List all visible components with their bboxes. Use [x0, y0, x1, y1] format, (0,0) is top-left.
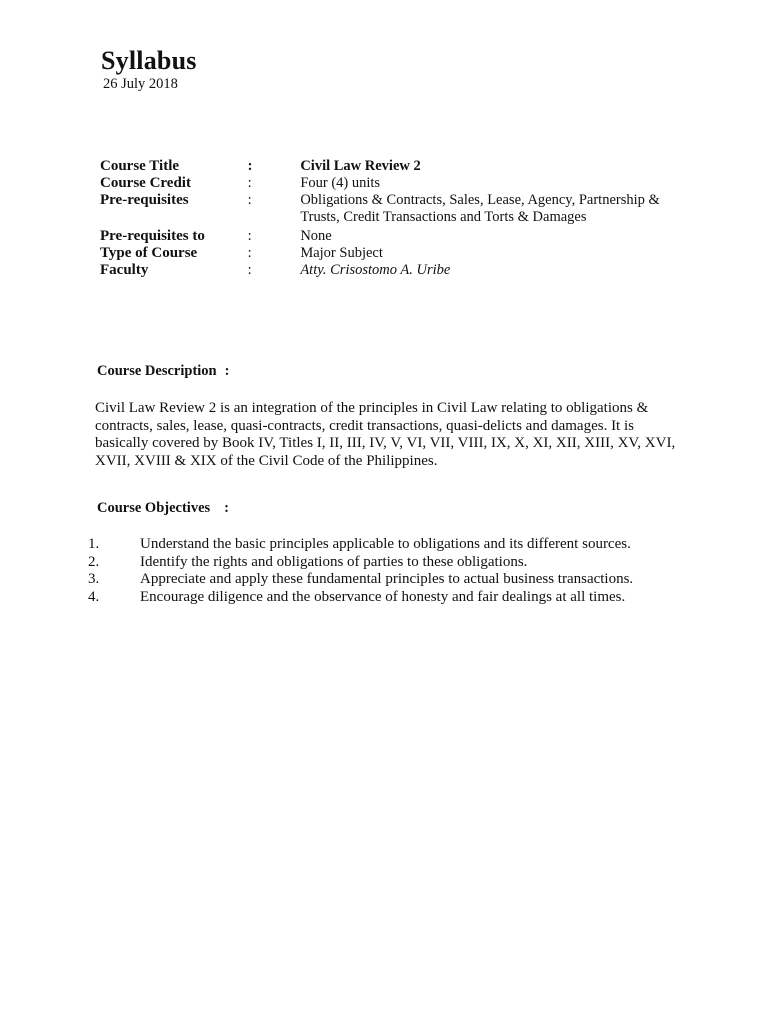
objective-text: Understand the basic principles applicable to obligations and its different sources.: [140, 536, 631, 552]
course-info-row: [100, 192, 700, 228]
course-title-value: Civil Law Review 2: [300, 158, 421, 174]
info-separator: :: [247, 228, 252, 244]
objective-item: [88, 589, 688, 607]
prerequisites-label: Pre-requisites: [100, 192, 189, 208]
heading-separator: :: [224, 500, 229, 516]
course-objectives-heading-text: Course Objectives: [97, 500, 211, 516]
document-date: 26 July 2018: [103, 76, 178, 92]
course-objectives-heading: [97, 500, 229, 517]
course-title-label: Course Title: [100, 158, 180, 174]
objective-number: 4.: [88, 588, 100, 605]
prerequisites-value: Obligations & Contracts, Sales, Lease, Agency, Partnership & Trusts, Credit Transactions and Torts & Damages: [300, 192, 660, 225]
course-type-label: Type of Course: [100, 245, 198, 261]
course-info-row: [100, 228, 700, 245]
heading-separator: :: [224, 363, 230, 379]
objective-text: Encourage diligence and the observance of honesty and fair dealings at all times.: [140, 588, 626, 605]
faculty-value: Atty. Crisostomo A. Uribe: [300, 262, 451, 278]
objective-item: [88, 536, 688, 554]
objective-number: 1.: [88, 536, 100, 552]
course-info-row: [100, 158, 700, 175]
info-separator: :: [247, 262, 252, 278]
info-separator: :: [247, 245, 252, 261]
prerequisites-to-label: Pre-requisites to: [100, 228, 205, 244]
course-credit-label: Course Credit: [100, 175, 191, 191]
course-info-row: [100, 175, 700, 192]
objective-text: Identify the rights and obligations of parties to these obligations.: [140, 553, 528, 570]
course-description-heading: [97, 363, 229, 380]
objective-number: 2.: [88, 553, 100, 570]
info-separator: :: [247, 158, 253, 174]
objective-item: [88, 554, 688, 572]
course-description-text: Civil Law Review 2 is an integration of the principles in Civil Law relating to obligations & contracts, sales, lease, quasi-contracts, credit transactions, quasi-delicts and damages. It is basically covered by Book IV, Titles I, II, III, IV, V, VI, VII, VIII, IX, X, XI, XII, XIII, XV, XVI, XVII, XVIII & XIX of the Civil Code of the Philippines.: [95, 400, 676, 469]
objective-number: 3.: [88, 571, 100, 587]
course-info-table: [100, 158, 700, 279]
info-separator: :: [247, 175, 252, 191]
prerequisites-to-value: None: [300, 228, 332, 244]
course-info-row: [100, 262, 700, 279]
objective-text: Appreciate and apply these fundamental principles to actual business transactions.: [140, 571, 634, 587]
page-title: Syllabus: [101, 46, 197, 75]
course-description-heading-text: Course Description: [97, 363, 217, 379]
course-objectives-list: [88, 536, 688, 606]
course-credit-value: Four (4) units: [300, 175, 381, 191]
faculty-label: Faculty: [100, 262, 149, 278]
info-separator: :: [247, 192, 252, 208]
course-type-value: Major Subject: [300, 245, 383, 261]
objective-item: [88, 571, 688, 589]
course-info-row: [100, 245, 700, 262]
